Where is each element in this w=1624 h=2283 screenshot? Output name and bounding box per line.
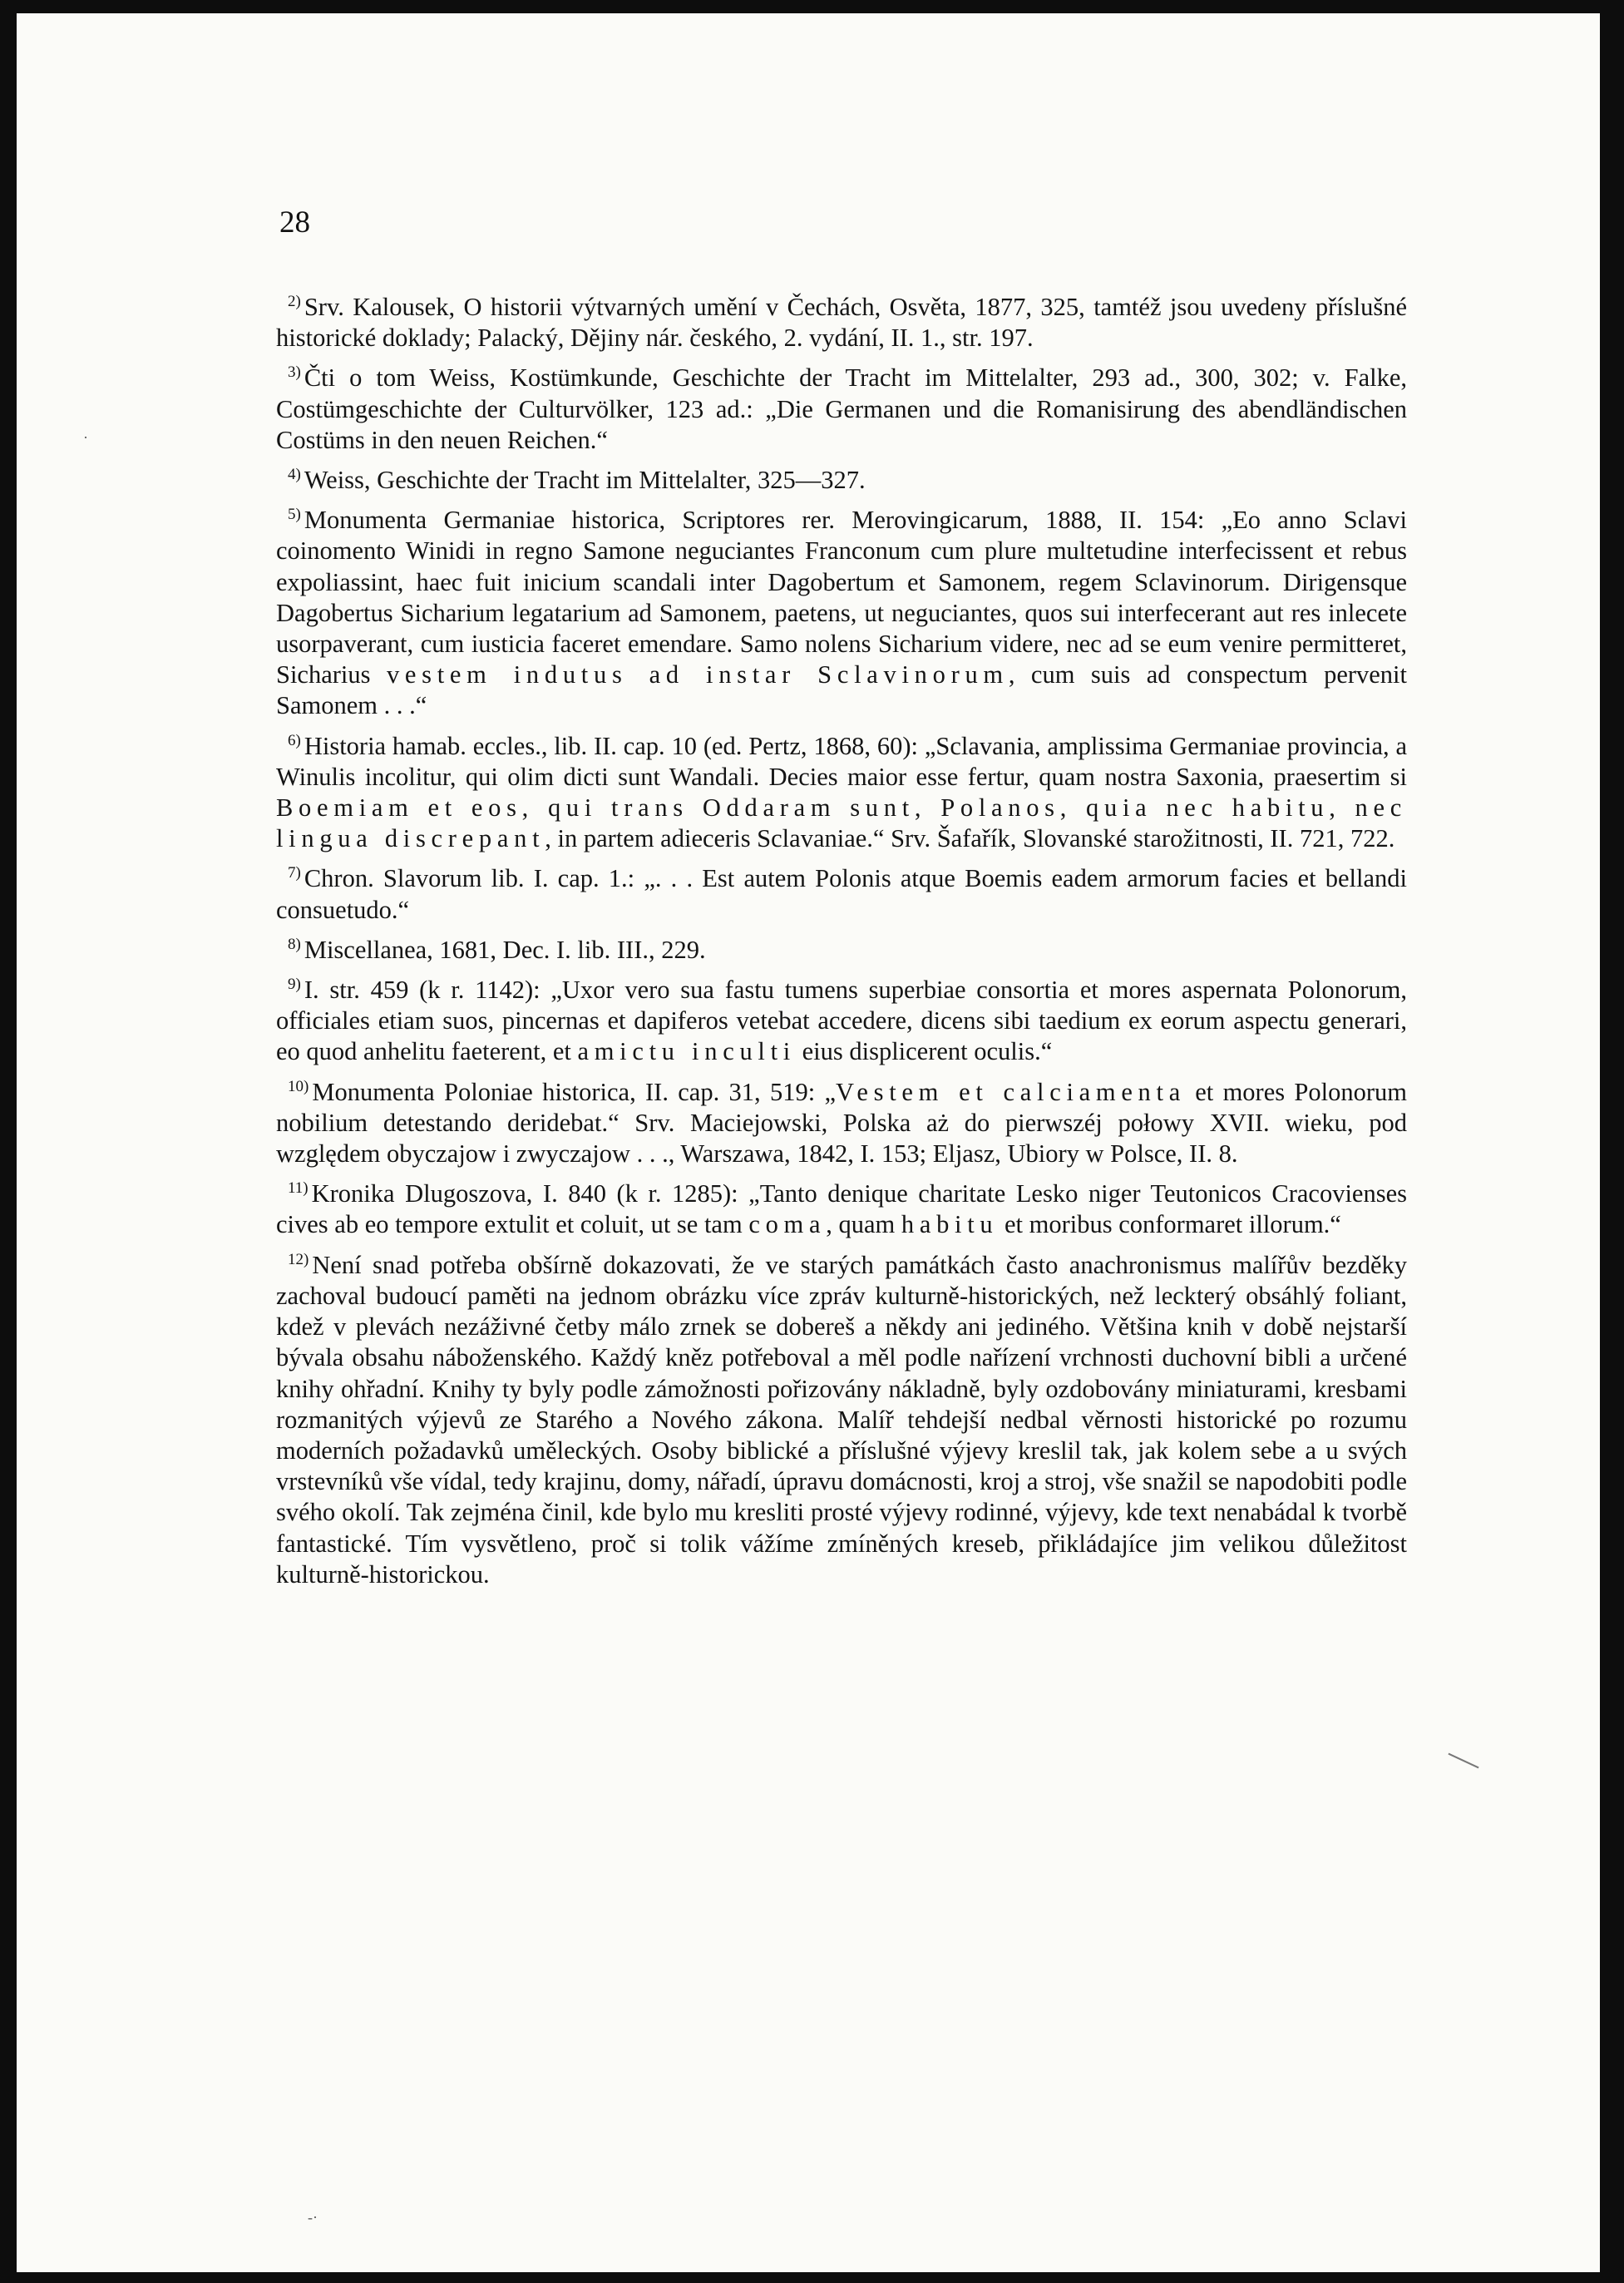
footnote-marker: 12) [288,1250,309,1268]
spaced-emphasis: vestem indutus ad instar Sclavinorum [386,660,1009,689]
footnote-text: , in partem adieceris Sclavaniae.“ Srv. Šafařík, Slovanské starožitnosti, II. 721, 722. [545,824,1395,853]
footnote-8 [276,929,1407,966]
footnote-marker: 3) [288,363,301,382]
footnote-4 [276,459,1407,496]
spaced-emphasis: Vestem et calciamenta [836,1077,1186,1106]
scan-speck: · [83,429,88,446]
footnote-text: Monumenta Poloniae historica, II. cap. 31, 519: „ [312,1077,837,1106]
footnote-text: Srv. Kalousek, O historii výtvarných umění v Čechách, Osvěta, 1877, 325, tamtéž jsou uvedeny příslušné historické doklady; Palacký, Dějiny nár. českého, 2. vydání, II. 1., str. 197. [276,293,1407,353]
footnote-marker: 10) [288,1077,309,1095]
footnote-text: Miscellanea, 1681, Dec. I. lib. III., 229. [304,935,706,964]
footnote-2 [276,286,1407,353]
footnote-marker: 7) [288,864,301,882]
footnote-marker: 9) [288,976,301,994]
footnote-text: Monumenta Germaniae historica, Scriptores rer. Merovingicarum, 1888, II. 154: „Eo anno Sclavi coinomento Winidi in regno Samone neguciantes Franconum cum plure multetudine interfecissent et rebus expoliassint, haec fuit inicium scandali inter Dagobertum et Samonem, regem Sclavinorum. Dirigensque Dagobertus Sicharium legatarium ad Samonem, paetens, ut neguciantes, quos sui interfecerant aut res inlecete usorpaverant, cum iusticia faceret emendare. Samo nolens Sicharium videre, nec ad se eum venire permitteret, Sicharius [276,506,1407,689]
footnote-text: I. str. 459 (k r. 1142): „Uxor vero sua fastu tumens superbiae consortia et mores aspernata Polonorum, officiales etiam suos, pincernas et dapiferos vetebat accedere, dicens sibi taedium ex eorum aspectu generari, eo quod anhelitu faeterent, et [276,976,1407,1066]
spaced-emphasis: coma [748,1210,827,1239]
footnote-marker: 4) [288,466,301,484]
footnote-marker: 5) [288,506,301,524]
document-page [17,13,1600,2272]
footnote-text: Není snad potřeba obšírně dokazovati, že ve starých památkách často anachronismus malířův bezděky zachoval budoucí paměti na jednom obrázku více zpráv kulturně-historických, než leckterý obsáhlý foliant, kdež v plevách nezáživné četby málo zrnek se dobereš a někdy ani jediného. Většina knih v době nejstarší bývala obsahu náboženského. Každý kněz potřeboval a měl podle nařízení vrchnosti duchovní bibli a určené knihy ohřadní. Knihy ty byly podle zámožnosti pořizovány nákladně, byly ozdobovány miniaturami, kresbami rozmanitých výjevů ze Starého a Nového zákona. Malíř tehdejší nedbal věrnosti historické po rozumu moderních požadavků uměleckých. Osoby biblické a příslušné výjevy kreslil tak, jak kolem sebe a u svých vrstevníků vše vídal, tedy krajinu, domy, nářadí, úpravu domácnosti, kroj a stroj, vše snažil se napodobiti podle svého okolí. Tak zejména činil, kde bylo mu kresliti prosté výjevy rodinné, výjevy, kde text nenabádal k tvorbě fantastické. Tím vysvětleno, proč si tolik vážíme zmíněných kreseb, přikládajíce jim velikou důležitost kulturně-historickou. [276,1250,1407,1589]
footnote-6 [276,725,1407,855]
footnote-11 [276,1173,1407,1240]
footnote-3 [276,357,1407,456]
footnote-10 [276,1071,1407,1170]
footnote-text: Weiss, Geschichte der Tracht im Mittelalter, 325—327. [304,466,866,495]
footnote-text: et mores Polonorum nobilium detestando deridebat.“ Srv. Maciejowski, Polska aż do pierwszéj połowy XVII. wieku, pod względem obyczajow i zwyczajow . . ., Warszawa, 1842, I. 153; Eljasz, Ubiory w Polsce, II. 8. [276,1077,1407,1169]
footnote-text: Historia hamab. eccles., lib. II. cap. 10 (ed. Pertz, 1868, 60): „Sclavania, amplissima Germaniae provincia, a Winulis incolitur, qui olim dicti sunt Wandali. Decies maior esse fertur, quam nostra Saxonia, praesertim si [276,731,1407,791]
spaced-emphasis: habitu [901,1210,999,1239]
footnote-marker: 6) [288,731,301,749]
footnote-text: Čti o tom Weiss, Kostümkunde, Geschichte der Tracht im Mittelalter, 293 ad., 300, 302; v. Falke, Costümgeschichte der Culturvölker, 123 ad.: „Die Germanen und die Romanisirung des abendländischen Costüms in den neuen Reichen.“ [276,363,1407,454]
footnote-marker: 2) [288,293,301,310]
scan-speck: -· [308,2209,318,2226]
footnote-marker: 11) [288,1179,309,1198]
spaced-emphasis: Boemiam et eos, qui trans Oddaram sunt, Polanos, quia nec habitu, nec lingua discrepant [276,793,1407,853]
footnote-text: , quam [826,1210,901,1239]
footnote-text: , cum suis ad conspectum pervenit Samonem . . .“ [276,660,1408,720]
footnote-9 [276,969,1407,1068]
footnote-5 [276,499,1407,721]
footnote-text: eius displicerent oculis.“ [795,1037,1053,1066]
footnote-text: Chron. Slavorum lib. I. cap. 1.: „. . . Est autem Polonis atque Boemis eadem armorum facies et bellandi consuetudo.“ [276,864,1407,924]
page-number: 28 [279,205,310,240]
footnotes [276,286,1407,1594]
scan-pen-mark [1448,1753,1478,1769]
footnote-marker: 8) [288,935,301,953]
footnote-text: Kronika Dlugoszova, I. 840 (k r. 1285): „Tanto denique charitate Lesko niger Teutonicos Cracovienses cives ab eo tempore extulit et coluit, ut se tam [276,1179,1407,1239]
spaced-emphasis: amictu inculti [577,1037,796,1066]
footnote-12 [276,1244,1407,1590]
footnote-text: et moribus conformaret illorum.“ [998,1210,1341,1239]
footnote-7 [276,857,1407,925]
